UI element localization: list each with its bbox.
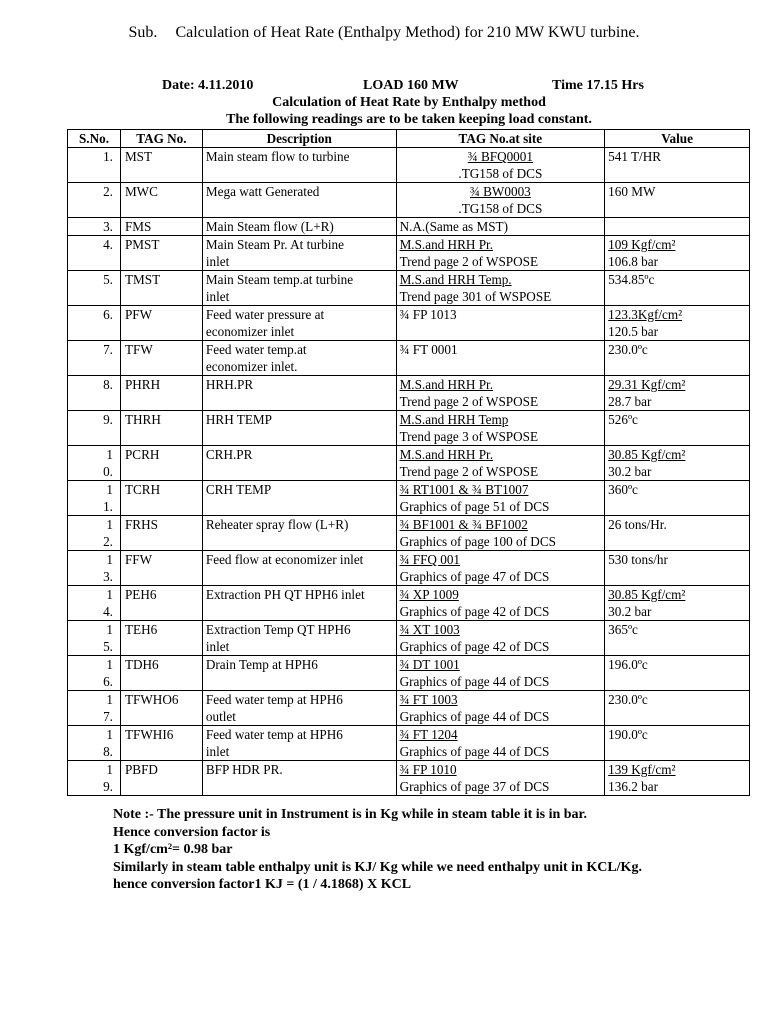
- site-tag-text: Graphics of page 44 of DCS: [399, 709, 550, 724]
- tag-text: TFW: [124, 342, 153, 357]
- site-tag-text: ¾ BFQ0001: [467, 149, 533, 164]
- description-text: Feed water temp at HPH6: [205, 692, 343, 707]
- description-text: inlet: [205, 254, 230, 269]
- value-text: 106.8 bar: [608, 254, 658, 269]
- cell-value: [605, 446, 750, 481]
- cell-sno: [68, 218, 121, 236]
- cell-description: [202, 586, 396, 621]
- instruction-heading: The following readings are to be taken keeping load constant.: [226, 112, 592, 127]
- description-text: economizer inlet.: [205, 359, 298, 374]
- cell-sno: [68, 183, 121, 218]
- site-tag-text: ¾ DT 1001: [399, 657, 460, 672]
- tag-text: TCRH: [124, 482, 161, 497]
- cell-description: [202, 726, 396, 761]
- cell-sno: [68, 586, 121, 621]
- description-text: economizer inlet: [205, 324, 295, 339]
- value-text: 365ºc: [608, 622, 638, 637]
- tag-text: TFWHO6: [124, 692, 179, 707]
- description-text: Main Steam temp.at turbine: [205, 272, 354, 287]
- value-text: 541 T/HR: [608, 149, 662, 164]
- cell-value: [605, 236, 750, 271]
- cell-tag: [120, 236, 202, 271]
- cell-sno: [68, 481, 121, 516]
- tag-text: FMS: [124, 219, 152, 234]
- sno-text: 8.: [103, 377, 113, 392]
- cell-tag: [120, 691, 202, 726]
- sno-text: 1: [106, 517, 113, 532]
- value-text: 28.7 bar: [608, 394, 652, 409]
- cell-site-tag: [396, 656, 605, 691]
- cell-site-tag: [396, 183, 605, 218]
- tag-text: TEH6: [124, 622, 158, 637]
- reading-date: Date: 4.11.2010: [162, 78, 254, 93]
- cell-value: [605, 691, 750, 726]
- cell-value: [605, 411, 750, 446]
- cell-sno: [68, 236, 121, 271]
- tag-text: THRH: [124, 412, 161, 427]
- sno-text: 1: [106, 552, 113, 567]
- cell-description: [202, 656, 396, 691]
- header-sno: S.No.: [68, 130, 121, 148]
- site-tag-text: N.A.(Same as MST): [399, 219, 508, 234]
- site-tag-text: Trend page 2 of WSPOSE: [399, 464, 539, 479]
- value-text: 526ºc: [608, 412, 638, 427]
- cell-sno: [68, 376, 121, 411]
- cell-site-tag: [396, 516, 605, 551]
- method-heading: Calculation of Heat Rate by Enthalpy method: [272, 95, 546, 110]
- table-row: [68, 726, 750, 761]
- value-text: 29.31 Kgf/cm²: [608, 377, 686, 392]
- cell-tag: [120, 306, 202, 341]
- site-tag-text: ¾ BW0003: [469, 184, 531, 199]
- site-tag-text: M.S.and HRH Pr.: [399, 377, 493, 392]
- description-text: CRH TEMP: [205, 482, 272, 497]
- cell-sno: [68, 446, 121, 481]
- sno-text: 1: [106, 587, 113, 602]
- table-row: [68, 691, 750, 726]
- cell-site-tag: [396, 236, 605, 271]
- cell-site-tag: [396, 586, 605, 621]
- cell-tag: [120, 481, 202, 516]
- description-text: inlet: [205, 744, 230, 759]
- site-tag-text: M.S.and HRH Pr.: [399, 237, 493, 252]
- sno-text: 9.: [103, 412, 113, 427]
- value-text: 120.5 bar: [608, 324, 658, 339]
- description-text: Mega watt Generated: [205, 184, 320, 199]
- cell-site-tag: [396, 148, 605, 183]
- sno-text: 2.: [103, 534, 113, 549]
- table-body: [68, 148, 750, 796]
- value-text: 190.0ºc: [608, 727, 648, 742]
- cell-description: [202, 271, 396, 306]
- site-tag-text: ¾ FFQ 001: [399, 552, 461, 567]
- tag-text: PBFD: [124, 762, 158, 777]
- sno-text: 9.: [103, 779, 113, 794]
- description-text: Main Steam flow (L+R): [205, 219, 334, 234]
- cell-site-tag: [396, 376, 605, 411]
- cell-site-tag: [396, 621, 605, 656]
- cell-value: [605, 586, 750, 621]
- value-text: 230.0ºc: [608, 692, 648, 707]
- cell-sno: [68, 656, 121, 691]
- cell-description: [202, 148, 396, 183]
- table-row: [68, 183, 750, 218]
- cell-sno: [68, 726, 121, 761]
- tag-text: FFW: [124, 552, 153, 567]
- cell-description: [202, 218, 396, 236]
- description-text: Extraction Temp QT HPH6: [205, 622, 351, 637]
- site-tag-text: Graphics of page 37 of DCS: [399, 779, 550, 794]
- cell-description: [202, 761, 396, 796]
- site-tag-text: M.S.and HRH Pr.: [399, 447, 493, 462]
- description-text: Extraction PH QT HPH6 inlet: [205, 587, 365, 602]
- cell-site-tag: [396, 481, 605, 516]
- value-text: 530 tons/hr: [608, 552, 668, 567]
- description-text: inlet: [205, 639, 230, 654]
- cell-value: [605, 271, 750, 306]
- header-site-tag: TAG No.at site: [396, 130, 605, 148]
- cell-description: [202, 183, 396, 218]
- note-line-2: Hence conversion factor is: [113, 824, 271, 840]
- readings-table: [67, 129, 750, 796]
- table-row: [68, 551, 750, 586]
- conversion-note: [113, 806, 753, 894]
- cell-site-tag: [396, 551, 605, 586]
- cell-value: [605, 148, 750, 183]
- cell-site-tag: [396, 446, 605, 481]
- sno-text: 8.: [103, 744, 113, 759]
- site-tag-text: Graphics of page 42 of DCS: [399, 604, 550, 619]
- description-text: Feed water temp at HPH6: [205, 727, 343, 742]
- site-tag-text: Graphics of page 42 of DCS: [399, 639, 550, 654]
- tag-text: PFW: [124, 307, 153, 322]
- sno-text: 1: [106, 447, 113, 462]
- cell-sno: [68, 691, 121, 726]
- site-tag-text: ¾ FP 1010: [399, 762, 457, 777]
- description-text: CRH.PR: [205, 447, 253, 462]
- cell-description: [202, 446, 396, 481]
- value-text: 534.85ºc: [608, 272, 655, 287]
- cell-sno: [68, 551, 121, 586]
- cell-description: [202, 376, 396, 411]
- table-row: [68, 306, 750, 341]
- cell-sno: [68, 306, 121, 341]
- cell-description: [202, 411, 396, 446]
- tag-text: PMST: [124, 237, 160, 252]
- sno-text: 4.: [103, 604, 113, 619]
- cell-tag: [120, 376, 202, 411]
- description-text: Drain Temp at HPH6: [205, 657, 318, 672]
- cell-description: [202, 306, 396, 341]
- table-row: [68, 586, 750, 621]
- cell-value: [605, 341, 750, 376]
- site-tag-text: ¾ XT 1003: [399, 622, 460, 637]
- cell-description: [202, 516, 396, 551]
- site-tag-text: Trend page 2 of WSPOSE: [399, 394, 539, 409]
- sno-text: 1.: [103, 149, 113, 164]
- description-text: Reheater spray flow (L+R): [205, 517, 349, 532]
- cell-value: [605, 218, 750, 236]
- sno-text: 1: [106, 622, 113, 637]
- sno-text: 6.: [103, 674, 113, 689]
- table-row: [68, 481, 750, 516]
- sno-text: 3.: [103, 569, 113, 584]
- cell-tag: [120, 271, 202, 306]
- tag-text: PHRH: [124, 377, 161, 392]
- cell-value: [605, 183, 750, 218]
- tag-text: PEH6: [124, 587, 157, 602]
- tag-text: TDH6: [124, 657, 159, 672]
- value-text: 109 Kgf/cm²: [608, 237, 676, 252]
- cell-sno: [68, 516, 121, 551]
- site-tag-text: Trend page 3 of WSPOSE: [399, 429, 539, 444]
- sno-text: 2.: [103, 184, 113, 199]
- site-tag-text: M.S.and HRH Temp.: [399, 272, 512, 287]
- table-header-row: [68, 130, 750, 148]
- cell-tag: [120, 341, 202, 376]
- description-text: BFP HDR PR.: [205, 762, 283, 777]
- cell-site-tag: [396, 411, 605, 446]
- cell-value: [605, 621, 750, 656]
- table-row: [68, 271, 750, 306]
- description-text: Main Steam Pr. At turbine: [205, 237, 344, 252]
- description-text: Feed flow at economizer inlet: [205, 552, 364, 567]
- cell-value: [605, 761, 750, 796]
- description-text: HRH TEMP: [205, 412, 272, 427]
- table-row: [68, 236, 750, 271]
- tag-text: MWC: [124, 184, 158, 199]
- sno-text: 1: [106, 482, 113, 497]
- subject-prefix: Sub.: [128, 24, 158, 41]
- site-tag-text: Graphics of page 51 of DCS: [399, 499, 550, 514]
- site-tag-text: Trend page 2 of WSPOSE: [399, 254, 539, 269]
- header-tag: TAG No.: [120, 130, 202, 148]
- sno-text: 1: [106, 657, 113, 672]
- site-tag-text: .TG158 of DCS: [458, 201, 543, 216]
- tag-text: TFWHI6: [124, 727, 174, 742]
- table-row: [68, 761, 750, 796]
- cell-tag: [120, 516, 202, 551]
- cell-tag: [120, 621, 202, 656]
- description-text: HRH.PR: [205, 377, 254, 392]
- cell-value: [605, 656, 750, 691]
- value-text: 123.3Kgf/cm²: [608, 307, 683, 322]
- description-text: outlet: [205, 709, 236, 724]
- cell-tag: [120, 761, 202, 796]
- cell-tag: [120, 183, 202, 218]
- note-line-4: Similarly in steam table enthalpy unit is KJ/ Kg while we need enthalpy unit in KCL/Kg.: [113, 859, 642, 875]
- cell-description: [202, 621, 396, 656]
- site-tag-text: Graphics of page 100 of DCS: [399, 534, 556, 549]
- cell-tag: [120, 586, 202, 621]
- site-tag-text: ¾ RT1001 & ¾ BT1007: [399, 482, 529, 497]
- tag-text: PCRH: [124, 447, 160, 462]
- site-tag-text: .TG158 of DCS: [458, 166, 543, 181]
- cell-value: [605, 551, 750, 586]
- sno-text: 5.: [103, 639, 113, 654]
- site-tag-text: Graphics of page 44 of DCS: [399, 744, 550, 759]
- note-line-5: hence conversion factor1 KJ = (1 / 4.1868) X KCL: [113, 877, 412, 892]
- table-row: [68, 411, 750, 446]
- cell-tag: [120, 551, 202, 586]
- cell-description: [202, 481, 396, 516]
- sno-text: 3.: [103, 219, 113, 234]
- cell-tag: [120, 726, 202, 761]
- sno-text: 4.: [103, 237, 113, 252]
- table-row: [68, 341, 750, 376]
- cell-tag: [120, 656, 202, 691]
- site-tag-text: ¾ BF1001 & ¾ BF1002: [399, 517, 528, 532]
- site-tag-text: ¾ FP 1013: [399, 307, 457, 322]
- value-text: 160 MW: [608, 184, 656, 199]
- value-text: 139 Kgf/cm²: [608, 762, 676, 777]
- table-row: [68, 656, 750, 691]
- cell-tag: [120, 218, 202, 236]
- tag-text: FRHS: [124, 517, 158, 532]
- sno-text: 0.: [103, 464, 113, 479]
- cell-sno: [68, 148, 121, 183]
- sno-text: 7.: [103, 342, 113, 357]
- cell-site-tag: [396, 691, 605, 726]
- table-row: [68, 218, 750, 236]
- sno-text: 1: [106, 692, 113, 707]
- cell-sno: [68, 271, 121, 306]
- subject-text: Calculation of Heat Rate (Enthalpy Method) for 210 MW KWU turbine.: [175, 24, 640, 41]
- cell-tag: [120, 446, 202, 481]
- cell-value: [605, 516, 750, 551]
- table-row: [68, 446, 750, 481]
- cell-sno: [68, 341, 121, 376]
- value-text: 230.0ºc: [608, 342, 648, 357]
- cell-sno: [68, 761, 121, 796]
- sno-text: 1.: [103, 499, 113, 514]
- table-row: [68, 376, 750, 411]
- cell-site-tag: [396, 218, 605, 236]
- cell-site-tag: [396, 761, 605, 796]
- cell-sno: [68, 411, 121, 446]
- value-text: 26 tons/Hr.: [608, 517, 667, 532]
- header-value: Value: [605, 130, 750, 148]
- value-text: 30.85 Kgf/cm²: [608, 447, 686, 462]
- value-text: 30.2 bar: [608, 604, 652, 619]
- value-text: 360ºc: [608, 482, 638, 497]
- cell-value: [605, 306, 750, 341]
- site-tag-text: Trend page 301 of WSPOSE: [399, 289, 552, 304]
- value-text: 30.85 Kgf/cm²: [608, 587, 686, 602]
- cell-site-tag: [396, 271, 605, 306]
- site-tag-text: Graphics of page 47 of DCS: [399, 569, 550, 584]
- table-row: [68, 621, 750, 656]
- cell-description: [202, 691, 396, 726]
- note-line-3: 1 Kgf/cm²= 0.98 bar: [113, 842, 233, 857]
- cell-value: [605, 726, 750, 761]
- cell-value: [605, 481, 750, 516]
- cell-tag: [120, 411, 202, 446]
- cell-tag: [120, 148, 202, 183]
- description-text: Feed water temp.at: [205, 342, 307, 357]
- tag-text: TMST: [124, 272, 161, 287]
- tag-text: MST: [124, 149, 153, 164]
- description-text: Feed water pressure at: [205, 307, 325, 322]
- table-row: [68, 516, 750, 551]
- document-subject: [0, 24, 768, 42]
- cell-description: [202, 551, 396, 586]
- sno-text: 1: [106, 762, 113, 777]
- description-text: Main steam flow to turbine: [205, 149, 350, 164]
- site-tag-text: Graphics of page 44 of DCS: [399, 674, 550, 689]
- sno-text: 1: [106, 727, 113, 742]
- cell-site-tag: [396, 341, 605, 376]
- reading-time: Time 17.15 Hrs: [552, 78, 644, 93]
- site-tag-text: ¾ FT 0001: [399, 342, 458, 357]
- cell-description: [202, 236, 396, 271]
- cell-site-tag: [396, 306, 605, 341]
- cell-description: [202, 341, 396, 376]
- header-description: Description: [202, 130, 396, 148]
- cell-sno: [68, 621, 121, 656]
- table-row: [68, 148, 750, 183]
- cell-value: [605, 376, 750, 411]
- site-tag-text: ¾ FT 1003: [399, 692, 458, 707]
- reading-load: LOAD 160 MW: [363, 78, 459, 93]
- site-tag-text: ¾ XP 1009: [399, 587, 459, 602]
- description-text: inlet: [205, 289, 230, 304]
- sno-text: 7.: [103, 709, 113, 724]
- site-tag-text: M.S.and HRH Temp: [399, 412, 509, 427]
- cell-site-tag: [396, 726, 605, 761]
- note-line-1: Note :- The pressure unit in Instrument is in Kg while in steam table it is in bar.: [113, 807, 587, 822]
- value-text: 196.0ºc: [608, 657, 648, 672]
- site-tag-text: ¾ FT 1204: [399, 727, 458, 742]
- sno-text: 6.: [103, 307, 113, 322]
- value-text: 136.2 bar: [608, 779, 658, 794]
- value-text: 30.2 bar: [608, 464, 652, 479]
- sno-text: 5.: [103, 272, 113, 287]
